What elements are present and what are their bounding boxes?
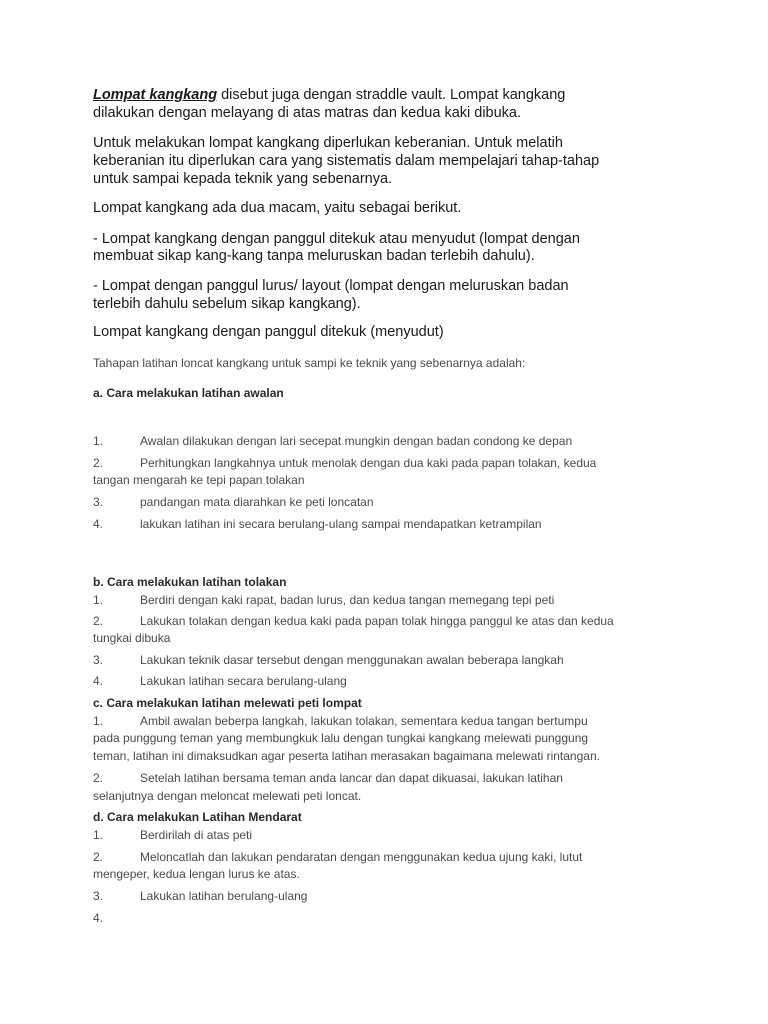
list-item (93, 849, 582, 865)
item-number: 2. (93, 850, 104, 864)
item-number: 3. (93, 653, 104, 667)
item-text: Lakukan teknik dasar tersebut dengan menggunakan awalan beberapa langkah (140, 653, 564, 667)
item-text: Meloncatlah dan lakukan pendaratan dengan menggunakan kedua ujung kaki, lutut (140, 850, 583, 864)
section-heading-d: d. Cara melakukan Latihan Mendarat (93, 810, 302, 824)
list-item (93, 713, 588, 729)
item-number: 2. (93, 456, 104, 470)
section-heading-a: a. Cara melakukan latihan awalan (93, 386, 284, 400)
item-number: 4. (93, 674, 104, 688)
list-item (93, 592, 554, 608)
item-number: 2. (93, 771, 104, 785)
list-item (93, 652, 564, 668)
item-text: Perhitungkan langkahnya untuk menolak dengan dua kaki pada papan tolakan, kedua (140, 456, 597, 470)
item-number: 3. (93, 889, 104, 903)
tahapan-text: Tahapan latihan loncat kangkang untuk sampi ke teknik yang sebenarnya adalah: (93, 356, 526, 370)
list-item (93, 888, 307, 904)
paragraph-line: keberanian itu diperlukan cara yang sistematis dalam mempelajari tahap-tahap (93, 153, 600, 169)
list-item (93, 770, 563, 786)
paragraph-line: terlebih dahulu sebelum sikap kangkang). (93, 296, 361, 312)
list-item (93, 455, 596, 471)
item-text: Setelah latihan bersama teman anda lancar dan dapat dikuasai, lakukan latihan (140, 771, 563, 785)
list-item (93, 613, 614, 629)
item-text: Berdiri dengan kaki rapat, badan lurus, dan kedua tangan memegang tepi peti (140, 593, 555, 607)
item-text: Ambil awalan beberpa langkah, lakukan tolakan, sementara kedua tangan bertumpu (140, 714, 588, 728)
section-heading-c: c. Cara melakukan latihan melewati peti lompat (93, 696, 362, 710)
paragraph-line: membuat sikap kang-kang tanpa meluruskan badan terlebih dahulu). (93, 248, 535, 264)
paragraph-line: Lompat kangkang ada dua macam, yaitu sebagai berikut. (93, 200, 462, 216)
intro-line: dilakukan dengan melayang di atas matras dan kedua kaki dibuka. (93, 105, 522, 121)
list-item-cont: selanjutnya dengan meloncat melewati peti loncat. (93, 789, 362, 803)
paragraph-line: untuk sampai kepada teknik yang sebenarnya. (93, 171, 393, 187)
list-item (93, 910, 140, 926)
item-text: pandangan mata diarahkan ke peti loncatan (140, 495, 374, 509)
item-number: 1. (93, 593, 104, 607)
list-item-cont: mengeper, kedua lengan lurus ke atas. (93, 867, 300, 881)
paragraph-line: Untuk melakukan lompat kangkang diperlukan keberanian. Untuk melatih (93, 135, 563, 151)
paragraph-line: - Lompat dengan panggul lurus/ layout (lompat dengan meluruskan badan (93, 278, 569, 294)
item-number: 1. (93, 828, 104, 842)
intro-line (93, 86, 565, 104)
paragraph-line: - Lompat kangkang dengan panggul ditekuk atau menyudut (lompat dengan (93, 231, 580, 247)
list-item (93, 673, 347, 689)
list-item-cont: tangan mengarah ke tepi papan tolakan (93, 473, 305, 487)
item-text: Lakukan latihan berulang-ulang (140, 889, 308, 903)
item-text: lakukan latihan ini secara berulang-ulang sampai mendapatkan ketrampilan (140, 517, 542, 531)
list-item-cont: pada punggung teman yang membungkuk lalu dengan tungkai kangkang melewati punggung (93, 731, 589, 745)
item-number: 2. (93, 614, 104, 628)
list-item (93, 494, 374, 510)
item-number: 1. (93, 434, 104, 448)
list-item (93, 827, 252, 843)
text: disebut juga dengan straddle vault. Lompat kangkang (217, 87, 566, 103)
item-text: Berdirilah di atas peti (140, 828, 253, 842)
item-text: Lakukan tolakan dengan kedua kaki pada papan tolak hingga panggul ke atas dan kedua (140, 614, 614, 628)
item-text: Awalan dilakukan dengan lari secepat mungkin dengan badan condong ke depan (140, 434, 573, 448)
list-item (93, 516, 542, 532)
paragraph-line: Lompat kangkang dengan panggul ditekuk (menyudut) (93, 324, 444, 340)
item-number: 3. (93, 495, 104, 509)
item-number: 4. (93, 517, 104, 531)
item-number: 4. (93, 911, 104, 925)
list-item-cont: teman, latihan ini dimaksudkan agar peserta latihan merasakan bagaimana melewati rintangan. (93, 749, 600, 763)
item-number: 1. (93, 714, 104, 728)
section-heading-b: b. Cara melakukan latihan tolakan (93, 575, 287, 589)
list-item-cont: tungkai dibuka (93, 631, 171, 645)
keyword-link: Lompat kangkang (93, 87, 218, 103)
item-text: Lakukan latihan secara berulang-ulang (140, 674, 347, 688)
list-item (93, 433, 572, 449)
